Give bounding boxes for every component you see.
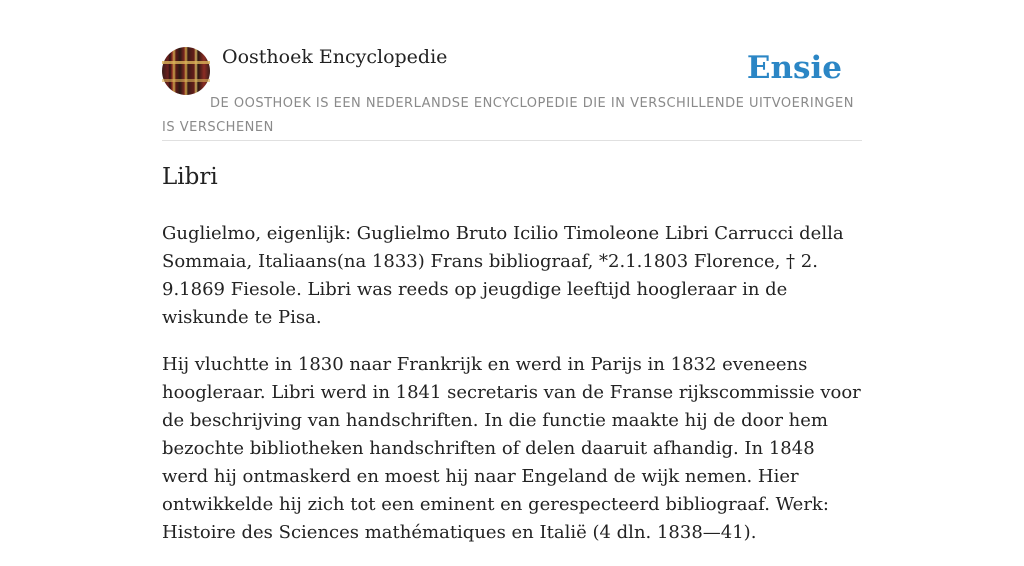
ensie-logo-link[interactable]: Ensie (746, 50, 842, 86)
article-title: Libri (162, 164, 218, 190)
article (162, 160, 862, 566)
site-header (162, 44, 862, 141)
source-tagline: DE OOSTHOEK IS EEN NEDERLANDSE ENCYCLOPEDIE DIE IN VERSCHILLENDE UITVOERINGEN IS VERSCHENEN (162, 96, 854, 135)
source-name-link[interactable]: Oosthoek Encyclopedie (222, 46, 448, 68)
article-paragraph: Hij vluchtte in 1830 naar Frankrijk en werd in Parijs in 1832 eveneens hoogleraar. Libri werd in 1841 secretaris van de Franse rijkscommissie voor de beschrijving van handschriften. In die functie maakte hij de door hem bezochte bibliotheken handschriften of delen daaruit afhandig. In 1848 werd hij ontmaskerd en moest hij naar Engeland de wijk nemen. Hier ontwikkelde hij zich tot een eminent en gerespecteerd bibliograaf. Werk: Histoire des Sciences mathématiques en Italië (4 dln. 1838—41). (162, 354, 861, 543)
article-paragraph: Guglielmo, eigenlijk: Guglielmo Bruto Icilio Timoleone Libri Carrucci della Sommaia, Italiaans(na 1833) Frans bibliograaf, *2.1.1803 Florence, † 2. 9.1869 Fiesole. Libri was reeds op jeugdige leeftijd hoogleraar in de wiskunde te Pisa. (162, 223, 844, 328)
encyclopedia-avatar[interactable] (162, 47, 210, 95)
